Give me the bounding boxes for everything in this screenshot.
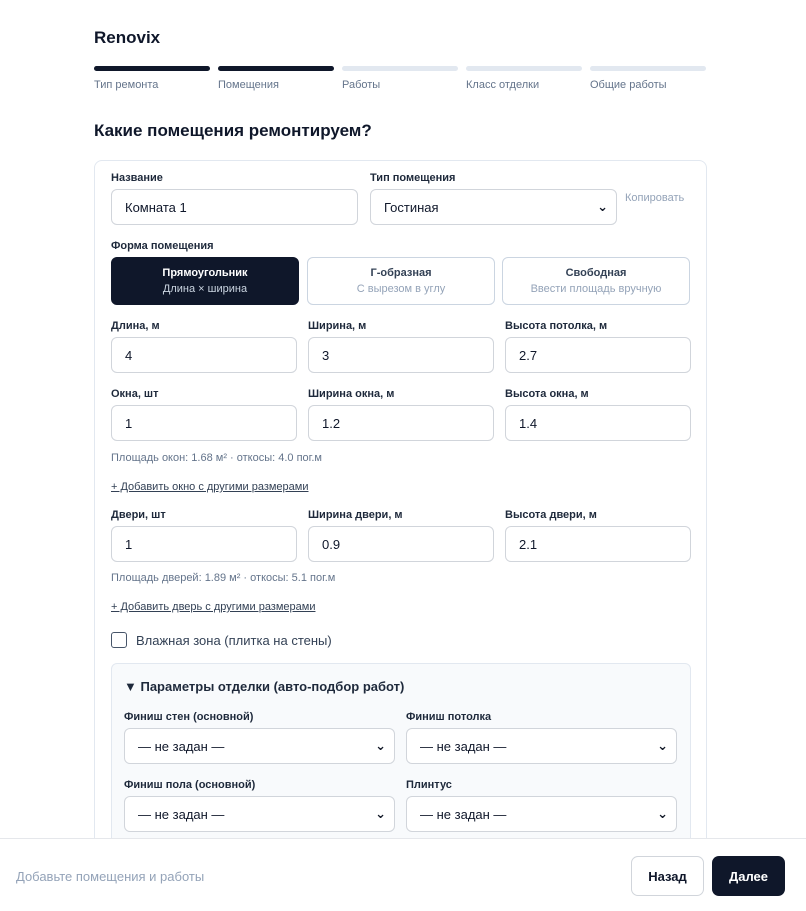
room-type-value: Гостиная [384, 199, 439, 215]
step-general-works[interactable] [590, 66, 706, 91]
step-finish-class[interactable] [466, 66, 582, 91]
shape-free-button[interactable] [502, 257, 690, 305]
ceiling-finish-label: Финиш потолка [406, 711, 492, 723]
step-label: Помещения [218, 79, 279, 91]
progress-stepper [94, 66, 706, 96]
floor-finish-value: — не задан — [138, 806, 225, 822]
finish-params-panel [111, 663, 691, 863]
window-width-value: 1.2 [322, 415, 341, 431]
shape-l-shaped-button[interactable] [307, 257, 495, 305]
room-name-value: Комната 1 [125, 199, 187, 215]
windows-count-input[interactable] [111, 405, 297, 441]
door-height-value: 2.1 [519, 536, 538, 552]
step-bar [590, 66, 706, 71]
window-width-input[interactable] [308, 405, 494, 441]
shape-subtitle: Длина × ширина [162, 283, 248, 295]
doors-count-input[interactable] [111, 526, 297, 562]
step-bar [94, 66, 210, 71]
baseboard-select[interactable] [406, 796, 677, 832]
chevron-down-icon: ⌄ [657, 738, 668, 753]
door-width-label: Ширина двери, м [308, 509, 403, 521]
baseboard-value: — не задан — [420, 806, 507, 822]
doors-summary: Площадь дверей: 1.89 м² · откосы: 5.1 пог.м [111, 572, 336, 584]
length-label: Длина, м [111, 320, 160, 332]
room-type-select[interactable] [370, 189, 617, 225]
room-type-label: Тип помещения [370, 172, 456, 184]
floor-finish-select[interactable] [124, 796, 395, 832]
ceiling-height-value: 2.7 [519, 347, 538, 363]
window-width-label: Ширина окна, м [308, 388, 395, 400]
room-name-input[interactable] [111, 189, 358, 225]
shape-rectangle-button[interactable] [111, 257, 299, 305]
width-label: Ширина, м [308, 320, 367, 332]
ceiling-finish-select[interactable] [406, 728, 677, 764]
copy-room-button[interactable]: Копировать [625, 192, 685, 204]
window-height-label: Высота окна, м [505, 388, 589, 400]
door-height-label: Высота двери, м [505, 509, 597, 521]
doors-count-value: 1 [125, 536, 133, 552]
shape-title: Свободная [565, 267, 627, 279]
ceiling-height-input[interactable] [505, 337, 691, 373]
shape-subtitle: Ввести площадь вручную [530, 283, 662, 295]
floor-finish-label: Финиш пола (основной) [124, 779, 256, 791]
windows-count-label: Окна, шт [111, 388, 159, 400]
width-input[interactable] [308, 337, 494, 373]
chevron-down-icon: ⌄ [375, 738, 386, 753]
step-rooms[interactable] [218, 66, 334, 91]
baseboard-label: Плинтус [406, 779, 452, 791]
window-height-value: 1.4 [519, 415, 538, 431]
length-value: 4 [125, 347, 133, 363]
room-card [94, 160, 707, 860]
footer-status-text: Добавьте помещения и работы [16, 869, 205, 884]
wall-finish-label: Финиш стен (основной) [124, 711, 254, 723]
shape-title: Г-образная [370, 267, 432, 279]
finish-params-toggle[interactable]: ▼ Параметры отделки (авто-подбор работ) [124, 679, 405, 694]
step-works[interactable] [342, 66, 458, 91]
windows-count-value: 1 [125, 415, 133, 431]
length-input[interactable] [111, 337, 297, 373]
step-bar [466, 66, 582, 71]
door-width-input[interactable] [308, 526, 494, 562]
room-name-label: Название [111, 172, 163, 184]
step-label: Класс отделки [466, 79, 540, 91]
add-window-link[interactable]: + Добавить окно с другими размерами [111, 481, 309, 493]
next-button[interactable]: Далее [712, 856, 785, 896]
step-bar [218, 66, 334, 71]
windows-summary: Площадь окон: 1.68 м² · откосы: 4.0 пог.м [111, 452, 322, 464]
footer-bar [0, 838, 806, 911]
brand-logo: Renovix [94, 28, 161, 47]
shape-title: Прямоугольник [162, 267, 248, 279]
add-door-link[interactable]: + Добавить дверь с другими размерами [111, 601, 316, 613]
wall-finish-value: — не задан — [138, 738, 225, 754]
ceiling-finish-value: — не задан — [420, 738, 507, 754]
chevron-down-icon: ⌄ [375, 806, 386, 821]
page-title: Какие помещения ремонтируем? [94, 121, 372, 140]
step-label: Тип ремонта [94, 79, 159, 91]
width-value: 3 [322, 347, 330, 363]
room-shape-label: Форма помещения [111, 240, 214, 252]
wet-zone-checkbox[interactable] [111, 632, 127, 648]
shape-subtitle: С вырезом в углу [356, 283, 446, 295]
chevron-down-icon: ⌄ [657, 806, 668, 821]
step-label: Работы [342, 79, 381, 91]
door-width-value: 0.9 [322, 536, 341, 552]
step-bar [342, 66, 458, 71]
wet-zone-label[interactable]: Влажная зона (плитка на стены) [136, 633, 332, 648]
wall-finish-select[interactable] [124, 728, 395, 764]
ceiling-height-label: Высота потолка, м [505, 320, 608, 332]
doors-count-label: Двери, шт [111, 509, 166, 521]
back-button[interactable]: Назад [631, 856, 704, 896]
step-label: Общие работы [590, 79, 667, 91]
chevron-down-icon: ⌄ [597, 199, 608, 214]
step-room-type[interactable] [94, 66, 210, 91]
door-height-input[interactable] [505, 526, 691, 562]
window-height-input[interactable] [505, 405, 691, 441]
